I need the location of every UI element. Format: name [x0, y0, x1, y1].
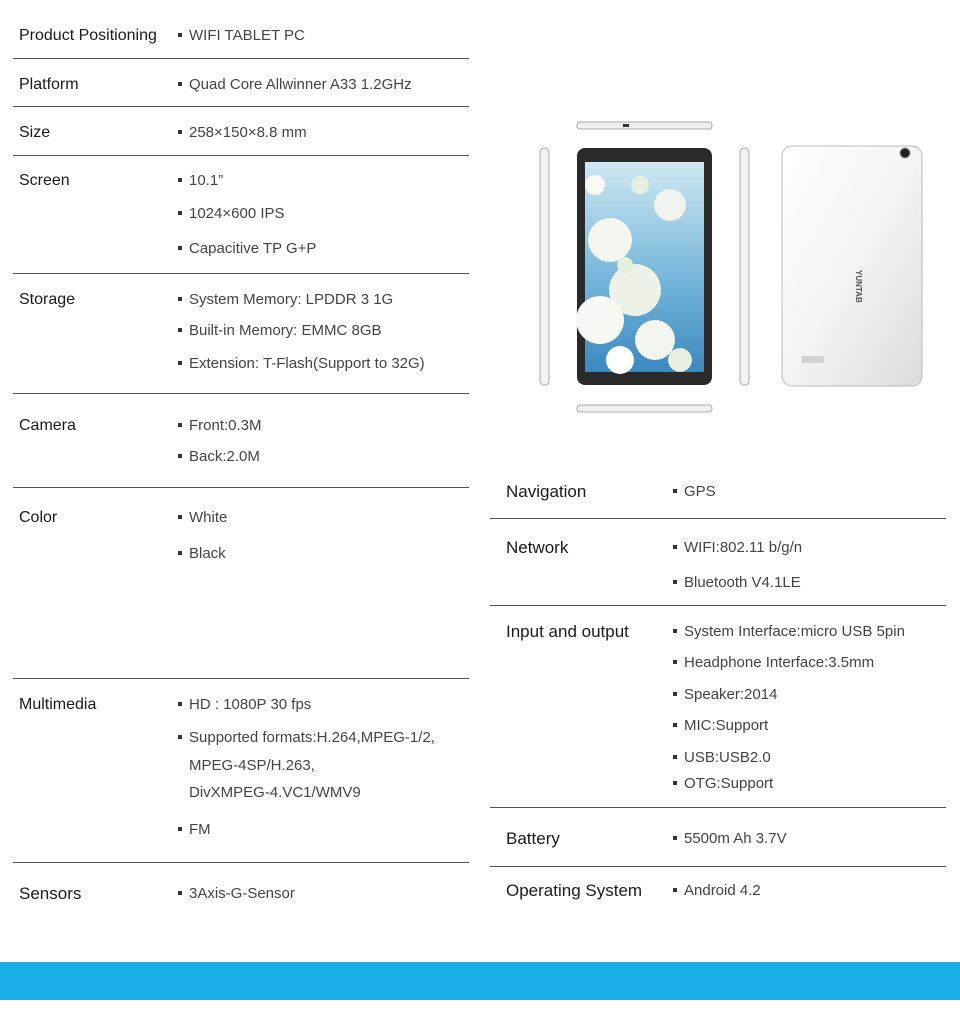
bullet-icon [673, 836, 677, 840]
port-icon [623, 124, 629, 127]
spec-label-product-positioning: Product Positioning [19, 27, 157, 44]
spec-value-text: White [189, 509, 228, 526]
bullet-icon [178, 891, 182, 895]
spec-value-text: MIC:Support [684, 717, 769, 734]
spec-value [178, 322, 382, 339]
spec-value [178, 172, 223, 189]
bullet-icon [178, 827, 182, 831]
bullet-icon [178, 33, 182, 37]
spec-label-multimedia: Multimedia [19, 696, 97, 713]
divider [490, 518, 946, 519]
spec-value-text: Built-in Memory: EMMC 8GB [189, 322, 382, 339]
bullet-icon [673, 660, 677, 664]
spec-label-camera: Camera [19, 417, 76, 434]
spec-value-text: Speaker:2014 [684, 686, 778, 703]
tablet-product-image [520, 110, 940, 420]
spec-value-text: Black [189, 545, 226, 562]
speaker-grille [802, 356, 824, 363]
tablet-back [782, 146, 922, 386]
spec-value-text: Headphone Interface:3.5mm [684, 654, 875, 671]
divider [13, 58, 469, 59]
spec-label-network: Network [506, 538, 569, 557]
spec-value [673, 749, 771, 766]
bullet-icon [673, 723, 677, 727]
spec-value-continuation: DivXMPEG-4.VC1/WMV9 [189, 784, 361, 801]
spec-value [178, 291, 393, 308]
spec-value-text: OTG:Support [684, 775, 774, 792]
spec-value [178, 509, 227, 526]
bullet-icon [673, 545, 677, 549]
divider [13, 862, 469, 863]
spec-value-text: GPS [684, 483, 716, 500]
divider [13, 678, 469, 679]
bullet-icon [673, 692, 677, 696]
spec-value [178, 885, 295, 902]
bullet-icon [673, 755, 677, 759]
spec-value-text: Supported formats:H.264,MPEG-1/2, [189, 729, 435, 746]
camera-icon [900, 148, 910, 158]
spec-value [178, 696, 311, 713]
spec-value-text: Quad Core Allwinner A33 1.2GHz [189, 76, 412, 93]
spec-label-battery: Battery [506, 829, 560, 848]
spec-value-text: Capacitive TP G+P [189, 240, 317, 257]
divider [13, 155, 469, 156]
bullet-icon [178, 361, 182, 365]
spec-value [673, 623, 905, 640]
bullet-icon [178, 82, 182, 86]
spec-value-text: 5500m Ah 3.7V [684, 830, 787, 847]
spec-value [178, 821, 211, 838]
spec-label-navigation: Navigation [506, 482, 587, 501]
bullet-icon [673, 580, 677, 584]
spec-value-continuation: MPEG-4SP/H.263, [189, 757, 315, 774]
bullet-icon [178, 702, 182, 706]
spec-value-text: FM [189, 821, 211, 838]
bullet-icon [178, 178, 182, 182]
bullet-icon [178, 515, 182, 519]
bullet-icon [178, 130, 182, 134]
spec-label-platform: Platform [19, 76, 79, 93]
bullet-icon [673, 781, 677, 785]
spec-value-text: WIFI:802.11 b/g/n [684, 539, 803, 556]
divider [13, 273, 469, 274]
bullet-icon [178, 211, 182, 215]
bullet-icon [673, 888, 677, 892]
accent-bar [0, 962, 960, 1000]
spec-value-text: 1024×600 IPS [189, 205, 285, 222]
spec-value-text: Extension: T-Flash(Support to 32G) [189, 355, 425, 372]
bullet-icon [178, 328, 182, 332]
spec-value-text: 3Axis-G-Sensor [189, 885, 295, 902]
bullet-icon [178, 297, 182, 301]
spec-value [178, 27, 305, 44]
divider [490, 605, 946, 606]
spec-label-storage: Storage [19, 291, 76, 308]
bullet-icon [178, 735, 182, 739]
bullet-icon [178, 551, 182, 555]
spec-value [673, 775, 773, 792]
spec-value-text: Back:2.0M [189, 448, 260, 465]
spec-value [673, 882, 761, 899]
spec-value [178, 417, 262, 434]
spec-value [673, 574, 801, 591]
spec-label-sensors: Sensors [19, 884, 82, 903]
spec-value [673, 830, 787, 847]
spec-value-text: USB:USB2.0 [684, 749, 771, 766]
spec-value [178, 205, 285, 222]
bullet-icon [178, 454, 182, 458]
spec-value [673, 686, 777, 703]
spec-value [178, 355, 425, 372]
spec-value [673, 654, 874, 671]
spec-value-text: System Interface:micro USB 5pin [684, 623, 905, 640]
spec-value-text: Front:0.3M [189, 417, 262, 434]
bullet-icon [178, 246, 182, 250]
tablet-left-side [540, 148, 549, 385]
divider [490, 807, 946, 808]
divider [13, 487, 469, 488]
spec-label-input-output: Input and output [506, 622, 629, 641]
divider [13, 393, 469, 394]
spec-value [673, 483, 716, 500]
spec-value [178, 240, 316, 257]
spec-value [178, 76, 412, 93]
spec-value-text: HD : 1080P 30 fps [189, 696, 312, 713]
divider [490, 866, 946, 867]
tablet-bottom-edge [577, 405, 712, 412]
tablet-top-edge [577, 122, 712, 129]
spec-value-text: 258×150×8.8 mm [189, 124, 307, 141]
spec-label-screen: Screen [19, 172, 70, 189]
spec-value-text: Android 4.2 [684, 882, 761, 899]
spec-value-text: 10.1” [189, 172, 224, 189]
bullet-icon [673, 629, 677, 633]
spec-value-text: WIFI TABLET PC [189, 27, 305, 44]
spec-value [178, 729, 435, 746]
spec-label-operating-system: Operating System [506, 881, 643, 900]
tablet-right-side [740, 148, 749, 385]
tablet-brand-logo: YUNTAB [854, 270, 863, 303]
bullet-icon [673, 489, 677, 493]
spec-value [178, 545, 226, 562]
spec-value [178, 448, 260, 465]
bullet-icon [178, 423, 182, 427]
spec-label-color: Color [19, 509, 58, 526]
spec-label-size: Size [19, 124, 51, 141]
spec-value [673, 539, 802, 556]
spec-value [178, 124, 307, 141]
divider [13, 106, 469, 107]
spec-value [673, 717, 768, 734]
spec-value-text: Bluetooth V4.1LE [684, 574, 801, 591]
spec-value-text: System Memory: LPDDR 3 1G [189, 291, 394, 308]
